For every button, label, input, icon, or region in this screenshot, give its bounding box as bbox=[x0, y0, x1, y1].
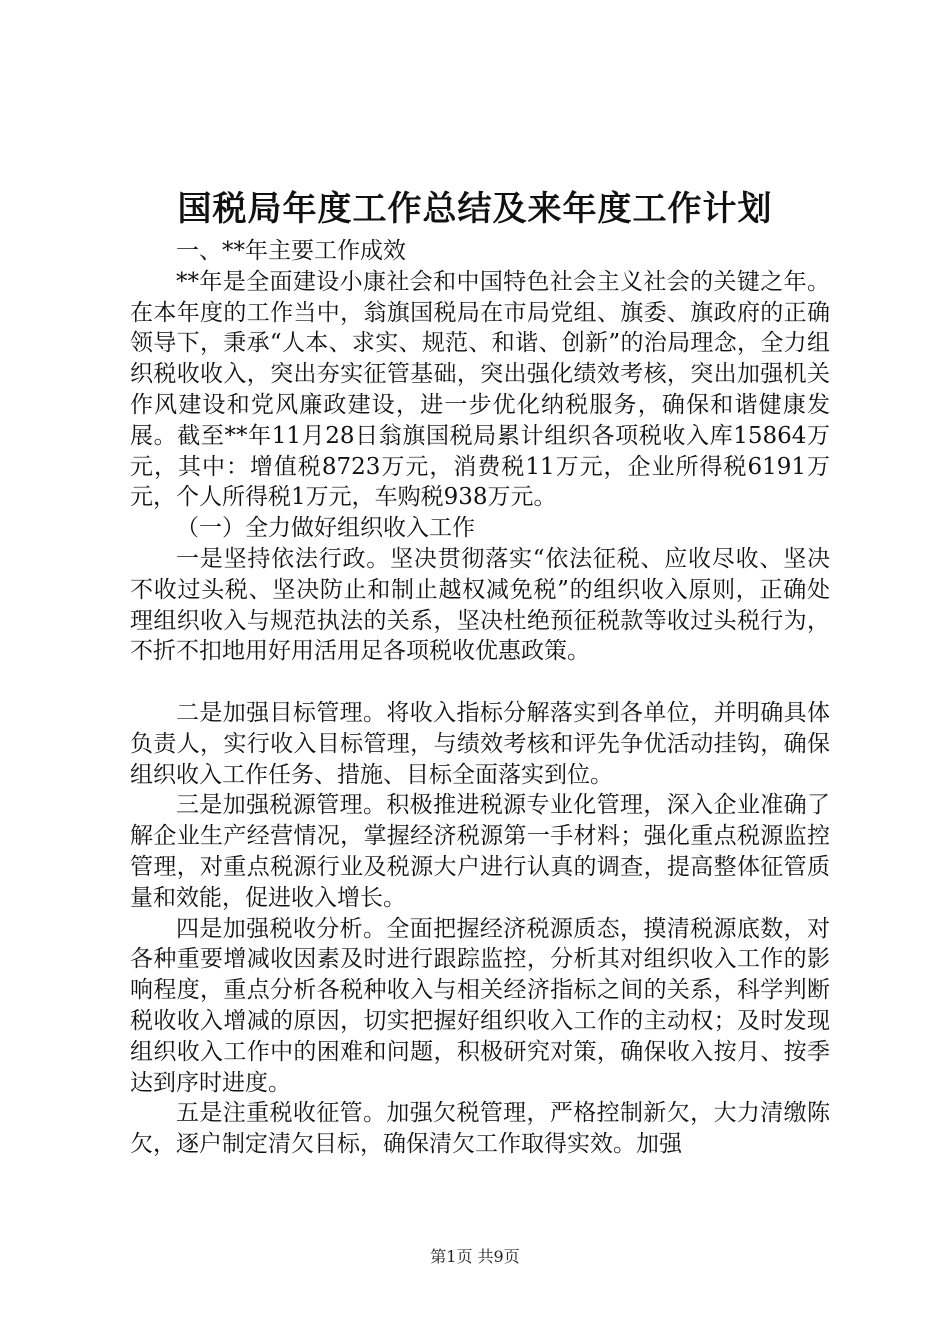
body-paragraph: 一是坚持依法行政。坚决贯彻落实“依法征税、应收尽收、坚决不收过头税、坚决防止和制止越权减免税”的组织收入原则，正确处理组织收入与规范执法的关系，坚决杜绝预征税款等收过头税行为，不折不扣地用好用活用足各项税收优惠政策。 bbox=[130, 545, 830, 665]
body-paragraph: 五是注重税收征管。加强欠税管理，严格控制新欠，大力清缴陈欠，逐户制定清欠目标，确保清欠工作取得实效。加强 bbox=[130, 1100, 830, 1158]
body-paragraph: **年是全面建设小康社会和中国特色社会主义社会的关键之年。在本年度的工作当中，翁旗国税局在市局党组、旗委、旗政府的正确领导下，秉承“人本、求实、规范、和谐、创新”的治局理念，全力组织税收收入，突出夯实征管基础，突出强化绩效考核，突出加强机关作风建设和党风廉政建设，进一步优化纳税服务，确保和谐健康发展。截至**年11月28日翁旗国税局累计组织各项税收入库15864万元，其中：增值税8723万元，消费税11万元，企业所得税6191万元，个人所得税1万元，车购税938万元。 bbox=[130, 268, 830, 511]
body-paragraph: 三是加强税源管理。积极推进税源专业化管理，深入企业准确了解企业生产经营情况，掌握经济税源第一手材料；强化重点税源监控管理，对重点税源行业及税源大户进行认真的调查，提高整体征管质量和效能，促进收入增长。 bbox=[130, 792, 830, 911]
section-heading: 一、**年主要工作成效 bbox=[176, 238, 406, 264]
body-paragraph: 二是加强目标管理。将收入指标分解落实到各单位，并明确具体负责人，实行收入目标管理，与绩效考核和评先争优活动挂钩，确保组织收入工作任务、措施、目标全面落实到位。 bbox=[130, 699, 830, 788]
page-footer: 第1页 共9页 bbox=[430, 1247, 520, 1266]
document-body bbox=[130, 236, 830, 1160]
document-title: 国税局年度工作总结及来年度工作计划 bbox=[177, 189, 773, 229]
body-paragraph: 四是加强税收分析。全面把握经济税源质态，摸清税源底数，对各种重要增减收因素及时进行跟踪监控，分析其对组织收入工作的影响程度，重点分析各税种收入与相关经济指标之间的关系，科学判断税收收入增减的原因，切实把握好组织收入工作的主动权；及时发现组织收入工作中的困难和问题，积极研究对策，确保收入按月、按季达到序时进度。 bbox=[130, 915, 830, 1096]
subsection-heading: （一）全力做好组织收入工作 bbox=[176, 515, 475, 542]
